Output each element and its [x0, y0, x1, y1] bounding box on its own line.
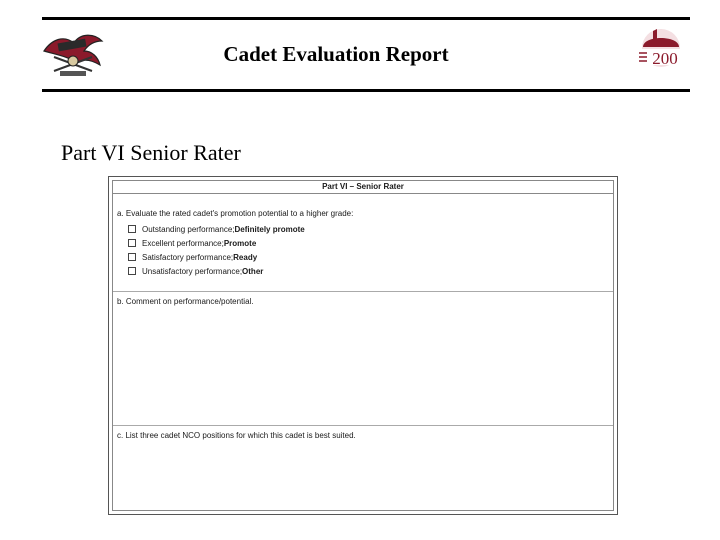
option-bold-label: Definitely promote — [234, 224, 305, 234]
option-label: Satisfactory performance; — [142, 252, 234, 262]
section-c-question: c. List three cadet NCO positions for which this cadet is best suited. — [117, 431, 356, 440]
header-bottom-rule — [42, 89, 690, 92]
section-b-question: b. Comment on performance/potential. — [117, 297, 254, 306]
checkbox-unsatisfactory — [128, 267, 136, 275]
option-label: Unsatisfactory performance; — [142, 266, 243, 276]
checkbox-outstanding — [128, 225, 136, 233]
section-b — [113, 292, 613, 426]
form-inner-border — [112, 180, 614, 511]
option-bold-label: Ready — [233, 252, 258, 262]
option-outstanding — [128, 222, 305, 236]
promotion-options — [128, 222, 305, 278]
section-a-question: a. Evaluate the rated cadet's promotion potential to a higher grade: — [117, 209, 354, 218]
option-satisfactory — [128, 250, 305, 264]
page-title: Part VI Senior Rater — [61, 140, 241, 165]
anniversary-200-text: 200 — [652, 49, 678, 68]
senior-rater-form-image — [108, 176, 618, 515]
checkbox-excellent — [128, 239, 136, 247]
option-label: Outstanding performance; — [142, 224, 235, 234]
anniversary-logo — [633, 27, 689, 73]
form-header: Part VI – Senior Rater — [113, 181, 613, 194]
option-label: Excellent performance; — [142, 238, 224, 248]
option-excellent — [128, 236, 305, 250]
header-title: Cadet Evaluation Report — [223, 42, 449, 66]
header-top-rule — [42, 17, 690, 20]
option-bold-label: Promote — [223, 238, 257, 248]
checkbox-satisfactory — [128, 253, 136, 261]
option-unsatisfactory — [128, 264, 305, 278]
option-bold-label: Other — [242, 266, 264, 276]
section-a — [113, 194, 613, 292]
